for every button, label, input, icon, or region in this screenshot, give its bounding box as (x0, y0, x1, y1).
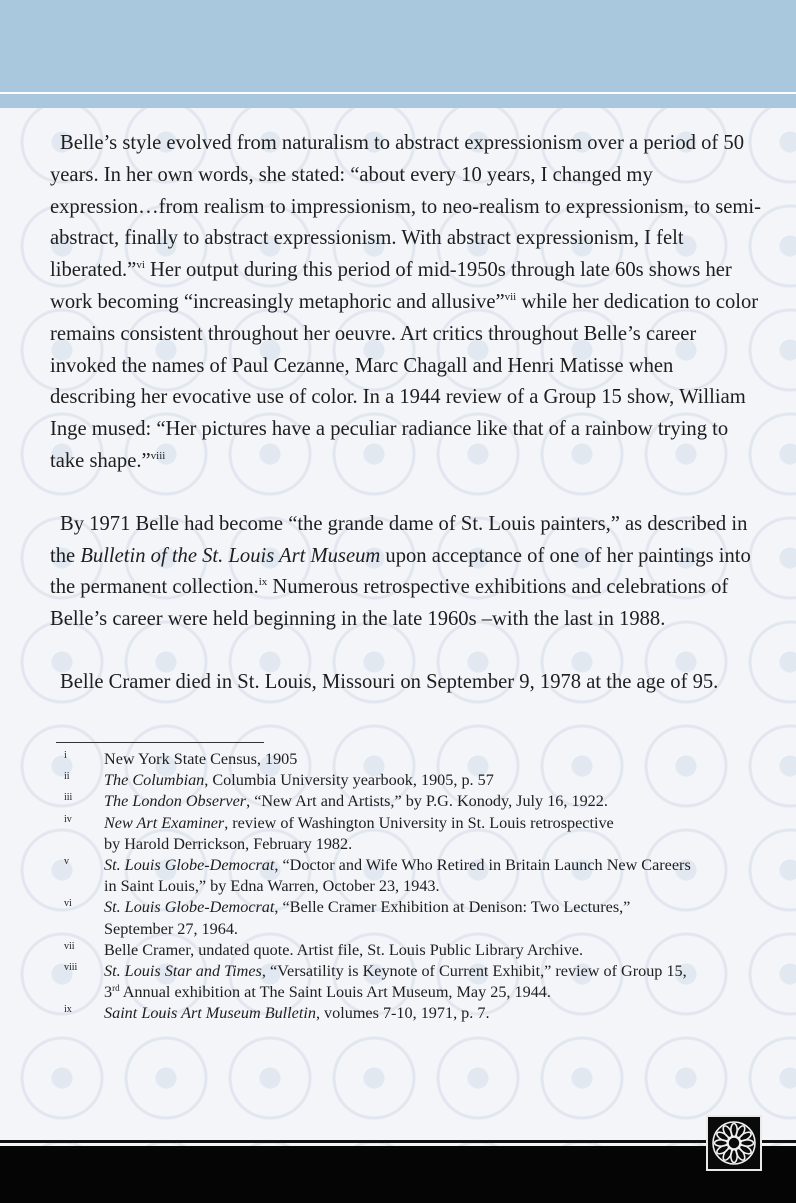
paragraph-style-evolution (50, 128, 762, 478)
footnote-item (56, 770, 768, 791)
paragraph-death: Belle Cramer died in St. Louis, Missouri on September 9, 1978 at the age of 95. (60, 670, 719, 693)
footnote-source: St. Louis Globe-Democrat (104, 898, 275, 917)
footnote-text (104, 813, 768, 855)
footnote-marker: ii (64, 771, 70, 783)
footnote-detail: , Columbia University yearbook, 1905, p. 57 (204, 771, 494, 790)
footnote-source: The Columbian (104, 771, 205, 790)
paragraph-text: By 1971 Belle had become “the grande dame of St. Louis painters,” as described in the (50, 512, 748, 567)
footnote-marker: i (64, 750, 67, 761)
footnote-detail: , “New Art and Artists,” by P.G. Konody, July 16, 1922. (246, 792, 608, 811)
footnote-marker: v (64, 856, 69, 868)
paragraph-text: Belle’s style evolved from naturalism to abstract expressionism over a period of 50 years. In her own words, she stated: “about every 10 years, I changed my expression…from realism to impressionism, to neo-realism to expressionism, to semi-abstract, finally to abstract expressionism. With abstract expressionism, I felt liberated.” (50, 132, 761, 282)
rosette-logo-icon (706, 1115, 762, 1171)
footnote-detail: by Harold Derrickson, February 1982. (104, 834, 353, 853)
footnote-source: Saint Louis Art Museum Bulletin (104, 1004, 316, 1023)
footnote-text (104, 770, 768, 791)
footnote-text (104, 961, 768, 1003)
footnote-text (104, 855, 768, 897)
footnote-detail: 3 (104, 983, 113, 1002)
footnote-detail: , “Belle Cramer Exhibition at Denison: Two Lectures,” (274, 898, 631, 917)
footnote-source: The London Observer (104, 792, 247, 811)
footnote-source: St. Louis Globe-Democrat (104, 856, 275, 875)
footnote-detail: Belle Cramer, undated quote. Artist file, St. Louis Public Library Archive. (104, 940, 584, 959)
footnote-item (56, 813, 768, 855)
footnote-item (56, 897, 768, 939)
footnote-text (104, 940, 768, 961)
footnote-item (56, 749, 768, 770)
footnote-marker: iv (64, 813, 72, 825)
footnote-marker: iii (64, 792, 73, 804)
header-band (0, 0, 796, 92)
footnotes (56, 749, 768, 1025)
body-text (50, 128, 762, 730)
endnote-ref[interactable]: viii (150, 449, 166, 462)
footnote-marker: viii (64, 962, 78, 974)
footer-bar (0, 1146, 796, 1203)
footer-rule (0, 1140, 796, 1143)
footnote-detail: , volumes 7-10, 1971, p. 7. (315, 1004, 490, 1023)
footnote-item (56, 791, 768, 812)
footnote-item (56, 855, 768, 897)
footnote-detail: , “Versatility is Keynote of Current Exhibit,” review of Group 15, (261, 962, 687, 981)
footnote-detail: , “Doctor and Wife Who Retired in Britain Launch New Careers (274, 856, 691, 875)
ordinal-suffix: rd (112, 983, 120, 994)
endnote-ref[interactable]: vi (136, 259, 145, 272)
footnote-item (56, 1003, 768, 1024)
paragraph-text: upon acceptance of one of her paintings into the permanent collection. (50, 544, 751, 599)
paragraph-text: Her output during this period of mid-1950s through late 60s shows her work becoming “increasingly metaphoric and allusive” (50, 259, 732, 313)
paragraph-text: Numerous retrospective exhibitions and celebrations of Belle’s career were held beginning in the late 1960s –with the last in 1988. (50, 576, 729, 631)
footnote-text (104, 791, 768, 812)
footnote-rule (56, 742, 264, 743)
footnote-item (56, 961, 768, 1003)
footnote-item (56, 940, 768, 961)
footnote-detail: New York State Census, 1905 (104, 750, 298, 768)
endnote-ref[interactable]: ix (258, 576, 268, 589)
footnote-text (104, 1003, 768, 1024)
footnote-marker: vi (64, 898, 72, 910)
paragraph-text: while her dedication to color remains consistent throughout her oeuvre. Art critics throughout Belle’s career invoked the names of Paul Cezanne, Marc Chagall and Henri Matisse when describing her evocative use of color. In a 1944 review of a Group 15 show, William Inge mused: “Her pictures have a peculiar radiance like that of a rainbow trying to take shape.” (50, 290, 759, 472)
footnote-source: St. Louis Star and Times (104, 962, 262, 981)
footnote-detail: September 27, 1964. (104, 919, 238, 938)
footnote-text (104, 749, 768, 770)
header-stripe (0, 92, 796, 108)
footnote-marker: vii (64, 940, 75, 952)
footnote-detail: , review of Washington University in St. Louis retrospective (224, 813, 614, 832)
paragraph-grande-dame (50, 509, 762, 636)
endnote-ref[interactable]: vii (504, 290, 517, 303)
publication-title: Bulletin of the St. Louis Art Museum (80, 544, 381, 567)
footnote-detail: Annual exhibition at The Saint Louis Art Museum, May 25, 1944. (119, 983, 551, 1002)
footnote-source: New Art Examiner (104, 813, 225, 832)
footnote-detail: in Saint Louis,” by Edna Warren, October 23, 1943. (104, 877, 440, 896)
footnote-marker: ix (64, 1004, 72, 1016)
footnote-text (104, 897, 768, 939)
